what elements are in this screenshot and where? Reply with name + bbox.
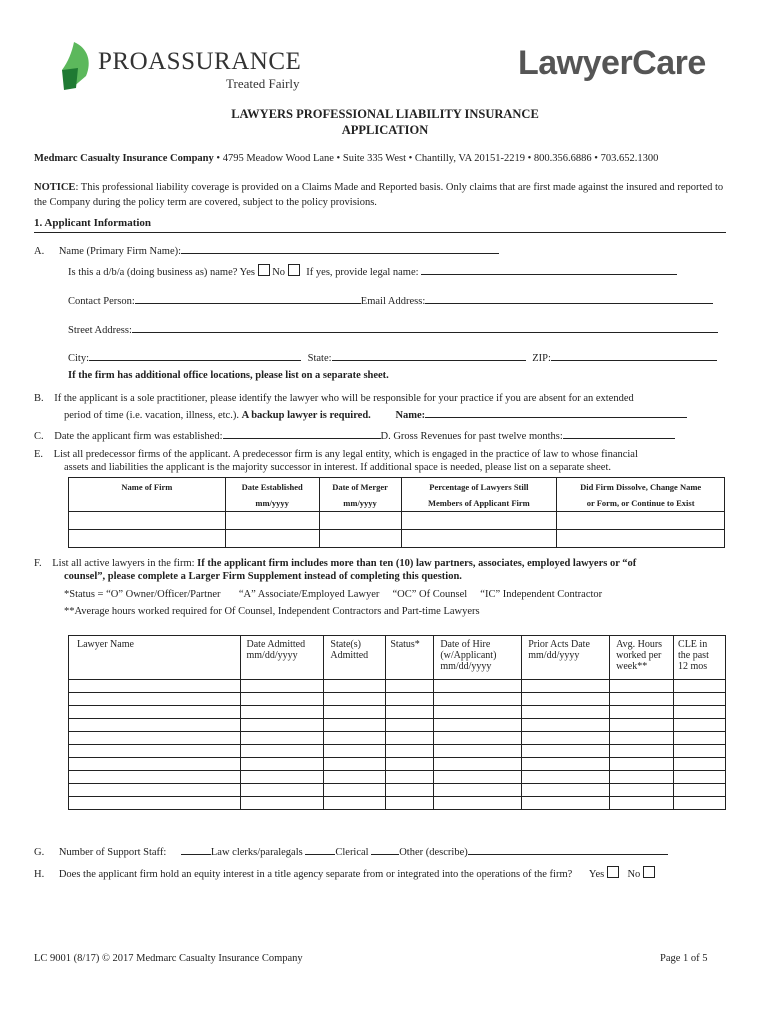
table-cell[interactable]	[324, 706, 386, 719]
table-cell[interactable]	[522, 797, 610, 810]
table-cell[interactable]	[324, 784, 386, 797]
table-cell[interactable]	[324, 771, 386, 784]
firm-name-input[interactable]	[181, 242, 499, 254]
item-f	[34, 557, 734, 571]
table-cell[interactable]	[674, 680, 726, 693]
col-prior-acts: Prior Acts Date mm/dd/yyyy	[522, 636, 610, 680]
table-row	[69, 512, 725, 530]
dba-yes-checkbox[interactable]	[258, 264, 270, 276]
notice-label: NOTICE	[34, 182, 76, 193]
table-cell[interactable]	[69, 745, 241, 758]
table-cell[interactable]	[610, 732, 674, 745]
table-cell[interactable]	[610, 771, 674, 784]
table-row	[69, 530, 725, 548]
table-cell[interactable]	[674, 797, 726, 810]
table-cell[interactable]	[674, 693, 726, 706]
item-e-text1: List all predecessor firms of the applicant. A predecessor firm is any legal entity, which is engaged in the practice of law to whose financial	[53, 449, 638, 460]
col-date-admitted: Date Admitted mm/dd/yyyy	[240, 636, 324, 680]
dba-row	[68, 263, 677, 278]
clerical-label: Clerical	[335, 847, 369, 858]
table-cell[interactable]	[674, 784, 726, 797]
contact-row	[68, 292, 713, 307]
table-cell[interactable]	[434, 693, 522, 706]
table-cell[interactable]	[386, 745, 434, 758]
table-cell[interactable]	[69, 706, 241, 719]
table-cell[interactable]	[522, 784, 610, 797]
item-c	[34, 427, 675, 442]
table-cell[interactable]	[522, 771, 610, 784]
table-row	[69, 758, 726, 771]
item-b-text2: period of time (i.e. vacation, illness, etc.).	[64, 410, 239, 421]
table-row	[69, 680, 726, 693]
item-c-letter: C.	[34, 431, 44, 442]
item-b-text: If the applicant is a sole practitioner, please identify the lawyer who will be responsible for your practice if you are absent for an extended	[54, 393, 634, 404]
table-cell[interactable]	[240, 732, 324, 745]
table-cell[interactable]	[610, 745, 674, 758]
item-h-letter: H.	[34, 869, 45, 880]
lawyercare-logo: LawyerCare	[518, 44, 706, 82]
support-staff-label: Number of Support Staff:	[58, 847, 167, 858]
section-rule	[34, 232, 726, 233]
state-label: State:	[307, 353, 332, 364]
table-cell[interactable]	[522, 758, 610, 771]
table-cell[interactable]	[522, 732, 610, 745]
hours-legend: **Average hours worked required for Of Counsel, Independent Contractors and Part-time Lawyers	[64, 606, 480, 617]
table-cell[interactable]	[240, 797, 324, 810]
table-cell[interactable]	[522, 706, 610, 719]
other-staff-count-input[interactable]	[371, 843, 399, 855]
revenue-label: D. Gross Revenues for past twelve months:	[380, 431, 563, 442]
state-input[interactable]	[332, 349, 526, 361]
table-row	[69, 693, 726, 706]
city-row	[68, 349, 717, 364]
street-row	[68, 321, 718, 336]
table-cell[interactable]	[674, 719, 726, 732]
item-a-letter: A.	[34, 246, 45, 257]
table-cell[interactable]	[610, 784, 674, 797]
item-e-line2: assets and liabilities the applicant is the majority successor in interest. If additional space is needed, please list on a separate sheet.	[64, 462, 611, 473]
item-a	[34, 242, 499, 257]
email-label: Email Address:	[360, 296, 426, 307]
table-cell[interactable]	[674, 771, 726, 784]
table-cell[interactable]	[522, 680, 610, 693]
item-b	[34, 392, 634, 406]
city-label: City:	[68, 353, 90, 364]
table-cell[interactable]	[610, 680, 674, 693]
table-cell[interactable]	[434, 784, 522, 797]
other-staff-describe-input[interactable]	[468, 843, 668, 855]
email-input[interactable]	[425, 292, 713, 304]
table-cell[interactable]	[324, 732, 386, 745]
col-cle: CLE in the past 12 mos	[674, 636, 726, 680]
item-g	[34, 843, 668, 858]
table-cell[interactable]	[610, 758, 674, 771]
item-f-bold1: If the applicant firm includes more than ten (10) law partners, associates, employed lawyers or “of	[197, 558, 637, 569]
table-cell[interactable]	[69, 784, 241, 797]
col-firm-dissolve: Did Firm Dissolve, Change Name or Form, or Continue to Exist	[557, 478, 725, 512]
law-clerks-input[interactable]	[181, 843, 211, 855]
table-cell[interactable]	[434, 719, 522, 732]
table-cell[interactable]	[386, 693, 434, 706]
street-input[interactable]	[132, 321, 718, 333]
dba-question: Is this a d/b/a (doing business as) name? Yes	[68, 267, 255, 278]
item-e	[34, 448, 638, 461]
law-clerks-label: Law clerks/paralegals	[210, 847, 303, 858]
dba-no-label: No	[272, 267, 286, 278]
table-cell[interactable]	[69, 693, 241, 706]
predecessor-table	[68, 477, 725, 548]
table-cell[interactable]	[610, 719, 674, 732]
table-cell[interactable]	[69, 732, 241, 745]
proassurance-logo	[58, 40, 308, 95]
established-input[interactable]	[223, 427, 381, 439]
item-f-bold2: counsel”, please complete a Larger Firm Supplement instead of completing this question.	[64, 571, 462, 582]
legal-name-label: If yes, provide legal name:	[306, 267, 419, 278]
table-cell[interactable]	[434, 797, 522, 810]
company-line	[34, 153, 744, 164]
col-date-of-merger: Date of Merger mm/yyyy	[319, 478, 401, 512]
table-cell[interactable]	[324, 693, 386, 706]
title-agency-no-checkbox[interactable]	[643, 866, 655, 878]
table-cell[interactable]	[386, 732, 434, 745]
table-cell[interactable]	[386, 758, 434, 771]
table-row	[69, 732, 726, 745]
proassurance-tagline: Treated Fairly	[226, 76, 300, 91]
title-agency-no-label: No	[627, 869, 641, 880]
table-cell[interactable]	[69, 719, 241, 732]
table-cell[interactable]	[610, 706, 674, 719]
table-cell[interactable]	[386, 784, 434, 797]
company-name: Medmarc Casualty Insurance Company	[34, 153, 214, 164]
table-cell[interactable]	[434, 745, 522, 758]
company-details: • 4795 Meadow Wood Lane • Suite 335 West • Chantilly, VA 20151-2219 • 800.356.6886 • 703.652.1300	[213, 153, 659, 164]
page-title	[0, 106, 770, 138]
zip-label: ZIP:	[532, 353, 551, 364]
col-name-of-firm: Name of Firm	[69, 478, 226, 512]
other-staff-label: Other (describe)	[399, 847, 468, 858]
street-label: Street Address:	[68, 325, 132, 336]
table-cell[interactable]	[240, 680, 324, 693]
table-cell[interactable]	[386, 797, 434, 810]
col-date-established: Date Established mm/yyyy	[225, 478, 319, 512]
col-avg-hours: Avg. Hours worked per week**	[610, 636, 674, 680]
notice	[34, 180, 724, 210]
col-status: Status*	[386, 636, 434, 680]
legal-name-input[interactable]	[421, 263, 677, 275]
table-cell[interactable]	[434, 706, 522, 719]
firm-name-label: Name (Primary Firm Name):	[58, 246, 182, 257]
title-line-1: LAWYERS PROFESSIONAL LIABILITY INSURANCE	[231, 107, 539, 121]
item-b-letter: B.	[34, 393, 44, 404]
footer-form-id: LC 9001 (8/17) © 2017 Medmarc Casualty Insurance Company	[34, 953, 303, 964]
item-g-letter: G.	[34, 847, 45, 858]
col-states-admitted: State(s) Admitted	[324, 636, 386, 680]
table-cell[interactable]	[434, 680, 522, 693]
table-cell[interactable]	[69, 771, 241, 784]
table-cell[interactable]	[240, 745, 324, 758]
col-percentage-lawyers: Percentage of Lawyers Still Members of Applicant Firm	[401, 478, 557, 512]
title-agency-question: Does the applicant firm hold an equity interest in a title agency separate from or integrated into the operations of the firm?	[58, 869, 573, 880]
table-cell[interactable]	[240, 719, 324, 732]
established-label: Date the applicant firm was established:	[54, 431, 223, 442]
table-cell[interactable]	[386, 680, 434, 693]
title-agency-yes-checkbox[interactable]	[607, 866, 619, 878]
contact-person-label: Contact Person:	[68, 296, 135, 307]
clerical-input[interactable]	[305, 843, 335, 855]
table-cell[interactable]	[386, 706, 434, 719]
table-cell[interactable]	[240, 771, 324, 784]
table-cell[interactable]	[69, 797, 241, 810]
table-cell[interactable]	[674, 732, 726, 745]
title-agency-yes-label: Yes	[588, 869, 605, 880]
table-cell[interactable]	[240, 693, 324, 706]
table-cell[interactable]	[522, 719, 610, 732]
table-row	[69, 719, 726, 732]
table-cell[interactable]	[324, 719, 386, 732]
table-cell[interactable]	[324, 797, 386, 810]
item-f-text: List all active lawyers in the firm:	[52, 558, 198, 569]
table-cell[interactable]	[610, 693, 674, 706]
footer-page-number: Page 1 of 5	[660, 953, 708, 964]
backup-required: A backup lawyer is required.	[241, 410, 371, 421]
table-cell[interactable]	[69, 680, 241, 693]
table-cell[interactable]	[386, 719, 434, 732]
table-cell[interactable]	[240, 758, 324, 771]
table-cell[interactable]	[522, 693, 610, 706]
table-row	[69, 771, 726, 784]
zip-input[interactable]	[551, 349, 717, 361]
table-cell[interactable]	[674, 745, 726, 758]
proassurance-wordmark: PROASSURANCE	[98, 48, 302, 75]
backup-name-label: Name:	[395, 410, 426, 421]
predecessor-header-row	[69, 478, 725, 512]
table-cell[interactable]	[674, 758, 726, 771]
table-cell[interactable]	[434, 758, 522, 771]
table-cell[interactable]	[522, 745, 610, 758]
contact-person-input[interactable]	[135, 292, 361, 304]
item-h	[34, 866, 655, 880]
status-legend: *Status = “O” Owner/Officer/Partner “A” Associate/Employed Lawyer “OC” Of Counsel “IC” Independent Contractor	[64, 589, 603, 600]
table-cell[interactable]	[434, 771, 522, 784]
table-row	[69, 797, 726, 810]
item-f-letter: F.	[34, 558, 42, 569]
backup-name-input[interactable]	[425, 406, 687, 418]
additional-offices-note: If the firm has additional office locations, please list on a separate sheet.	[68, 370, 389, 381]
revenue-input[interactable]	[563, 427, 675, 439]
item-e-letter: E.	[34, 449, 44, 460]
table-cell[interactable]	[240, 706, 324, 719]
table-cell[interactable]	[674, 706, 726, 719]
table-row	[69, 745, 726, 758]
table-cell[interactable]	[434, 732, 522, 745]
dba-no-checkbox[interactable]	[288, 264, 300, 276]
col-date-of-hire: Date of Hire (w/Applicant) mm/dd/yyyy	[434, 636, 522, 680]
table-row	[69, 706, 726, 719]
table-cell[interactable]	[610, 797, 674, 810]
item-b-line2	[64, 406, 687, 421]
lawyers-table	[68, 635, 726, 810]
section-heading: 1. Applicant Information	[34, 217, 152, 229]
table-cell[interactable]	[324, 680, 386, 693]
leaf-icon	[58, 40, 94, 92]
table-cell[interactable]	[69, 758, 241, 771]
table-row	[69, 784, 726, 797]
table-cell[interactable]	[324, 758, 386, 771]
lawyers-table-body	[69, 680, 726, 810]
city-input[interactable]	[89, 349, 301, 361]
table-cell[interactable]	[240, 784, 324, 797]
notice-text: : This professional liability coverage is provided on a Claims Made and Reported basis. Only claims that are first made against the insured and reported to the Company during the policy term are covered, subject to the policy provisions.	[34, 182, 724, 208]
lawyers-header-row	[69, 636, 726, 680]
col-lawyer-name: Lawyer Name	[69, 636, 241, 680]
title-line-2: APPLICATION	[341, 123, 429, 137]
table-cell[interactable]	[386, 771, 434, 784]
table-cell[interactable]	[324, 745, 386, 758]
